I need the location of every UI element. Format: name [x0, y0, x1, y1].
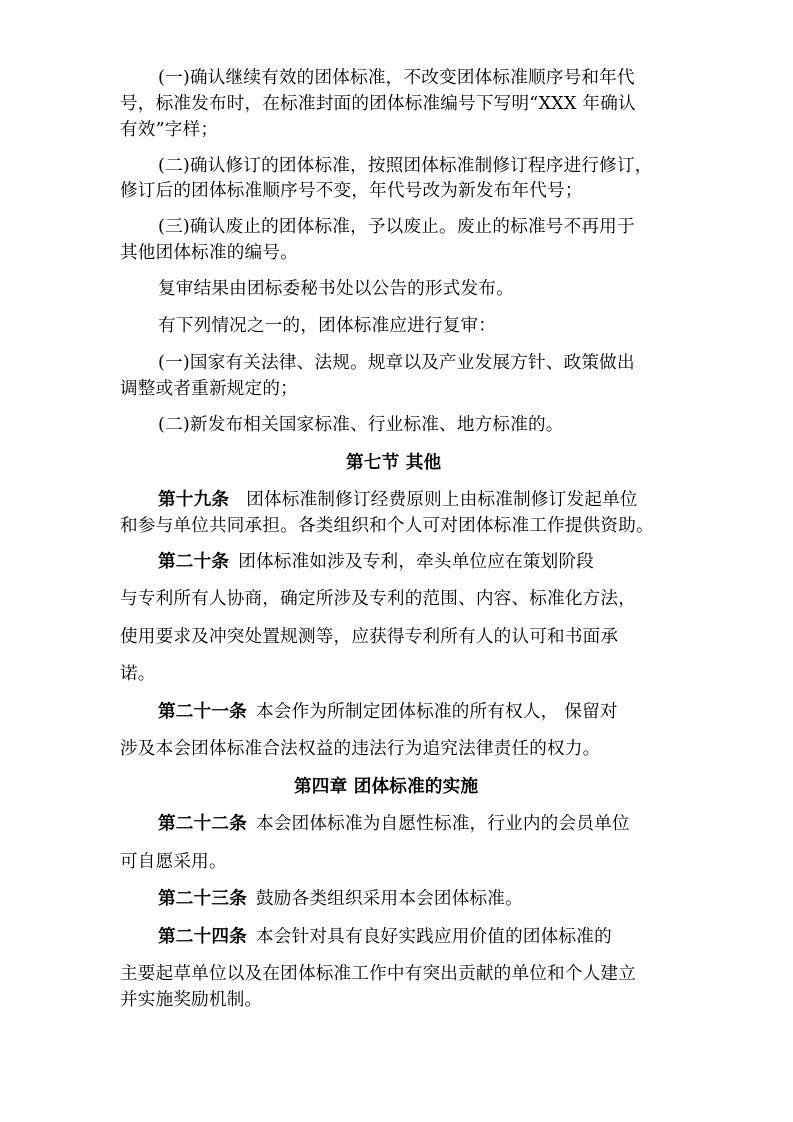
item-2-line-2: 修订后的团体标准顺序号不变，年代号改为新发布年代号； — [120, 181, 583, 201]
article-19-label: 第十九条 — [158, 490, 230, 510]
condition-1-line-1: (一)国家有关法律、法规。规章以及产业发展方针、政策做出 — [158, 353, 635, 373]
article-24-text: 本会针对具有良好实践应用价值的团体标准的 — [255, 927, 612, 947]
article-22-text: 本会团体标准为自愿性标准，行业内的会员单位 — [255, 814, 630, 834]
condition-2: (二)新发布相关国家标准、行业标准、地方标准的。 — [158, 415, 564, 435]
item-1-line-3: 有效”字样； — [120, 120, 219, 140]
article-21-line-2: 涉及本会团体标准合法权益的违法行为追究法律责任的权力。 — [120, 739, 601, 759]
article-20-line-3: 使用要求及冲突处置规测等，应获得专利所有人的认可和书面承 — [120, 627, 619, 647]
article-20-line-1 — [158, 550, 594, 574]
article-24-line-1 — [158, 925, 612, 949]
article-23-line-1 — [158, 887, 523, 911]
item-3-line-1: (三)确认废止的团体标准，予以废止。废止的标准号不再用于 — [158, 217, 635, 237]
article-21-line-1 — [158, 700, 618, 724]
article-20-line-2: 与专利所有人协商，确定所涉及专利的范围、内容、标准化方法， — [120, 589, 637, 609]
article-22-label: 第二十二条 — [158, 814, 247, 834]
article-22-line-1 — [158, 812, 630, 836]
article-23-text: 鼓励各类组织采用本会团体标准。 — [255, 889, 523, 909]
review-result-paragraph: 复审结果由团标委秘书处以公告的形式发布。 — [158, 279, 514, 299]
article-19-line-2: 和参与单位共同承担。各类组织和个人可对团体标准工作提供资助。 — [120, 516, 654, 536]
article-24-line-3: 并实施奖励机制。 — [120, 990, 263, 1010]
item-1-line-1: (一)确认继续有效的团体标准，不改变团体标准顺序号和年代 — [158, 68, 635, 88]
item-2-line-1: (二)确认修订的团体标准，按照团体标准制修订程序进行修订， — [158, 156, 653, 176]
article-23-label: 第二十三条 — [158, 889, 247, 909]
article-22-line-2: 可自愿采用。 — [120, 852, 227, 872]
item-3-line-2: 其他团体标准的编号。 — [120, 243, 298, 263]
article-21-label: 第二十一条 — [158, 702, 247, 722]
article-19-text: 团体标准制修订经费原则上由标准制修订发起单位 — [246, 490, 638, 510]
article-20-label: 第二十条 — [158, 552, 230, 572]
review-conditions-intro: 有下列情况之一的，团体标准应进行复审： — [158, 316, 497, 336]
article-24-line-2: 主要起草单位以及在团体标准工作中有突出贡献的单位和个人建立 — [120, 964, 637, 984]
condition-1-line-2: 调整或者重新规定的； — [120, 379, 298, 399]
section-heading: 第七节 其他 — [346, 453, 442, 473]
article-21-text: 本会作为所制定团体标准的所有权人， 保留对 — [255, 702, 618, 722]
chapter-heading: 第四章 团体标准的实施 — [294, 777, 479, 797]
article-24-label: 第二十四条 — [158, 927, 247, 947]
article-20-line-4: 诺。 — [120, 664, 156, 684]
item-1-line-2: 号，标准发布时，在标准封面的团体标准编号下写明“XXX 年确认 — [120, 94, 636, 114]
article-19-line-1 — [158, 488, 638, 512]
article-20-text: 团体标准如涉及专利，牵头单位应在策划阶段 — [238, 552, 595, 572]
